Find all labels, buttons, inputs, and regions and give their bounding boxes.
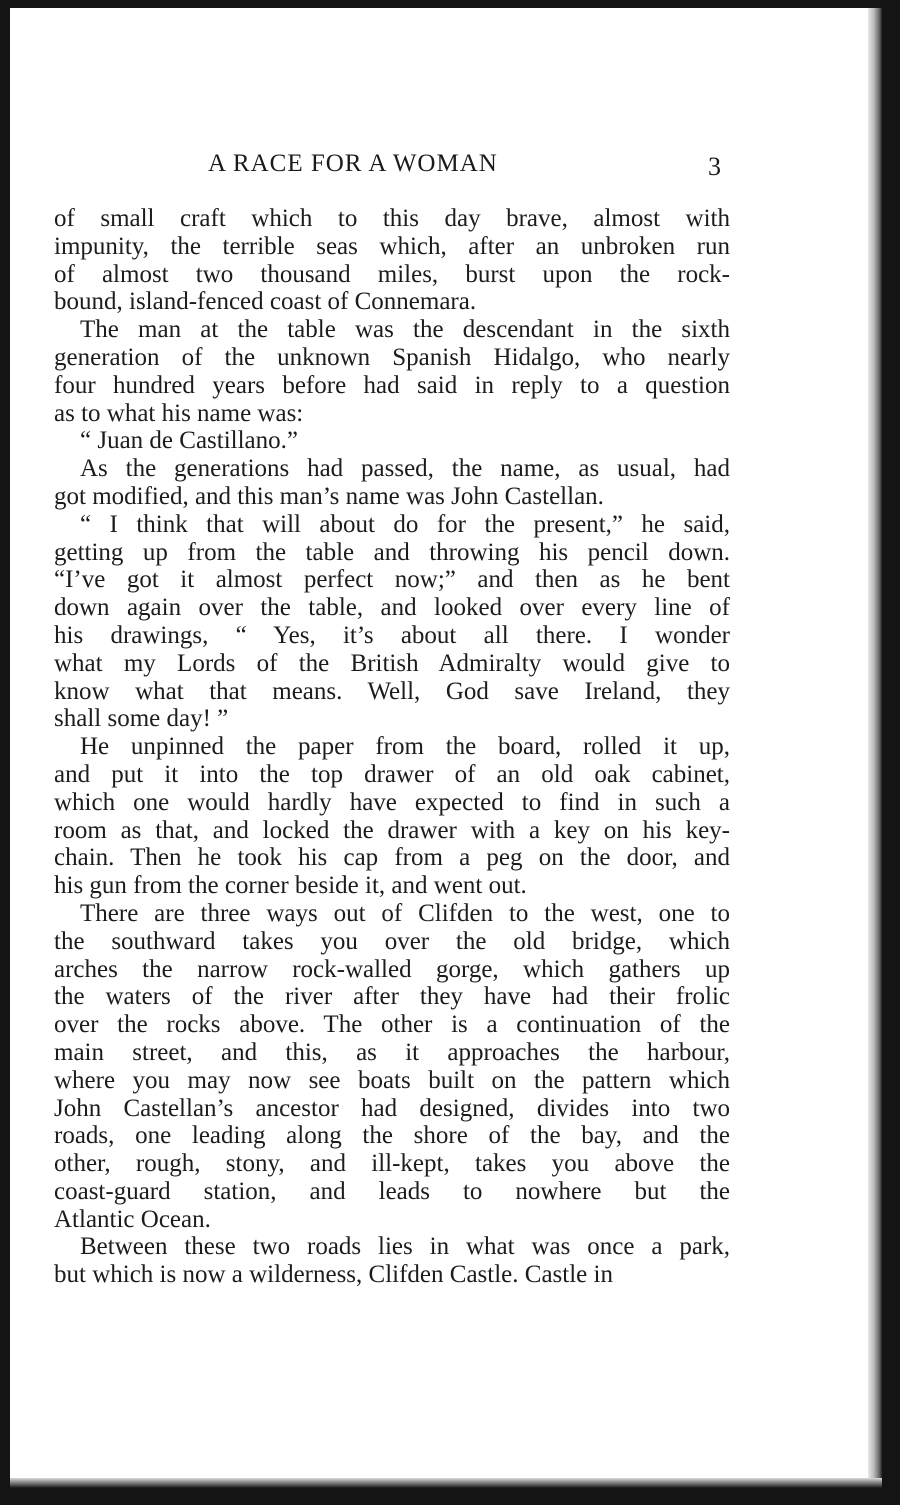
text-line: and put it into the top drawer of an old oak cabinet, bbox=[54, 760, 730, 788]
text-line: roads, one leading along the shore of the bay, and the bbox=[54, 1122, 730, 1150]
text-line: As the generations had passed, the name, as usual, had bbox=[80, 455, 730, 483]
paragraph bbox=[54, 455, 730, 511]
text-line: “ I think that will about do for the present,” he said, bbox=[80, 510, 730, 538]
text-line: room as that, and locked the drawer with a key on his key- bbox=[54, 816, 730, 844]
text-line: main street, and this, as it approaches the harbour, bbox=[54, 1038, 730, 1066]
text-line: Atlantic Ocean. bbox=[54, 1205, 211, 1233]
paragraph bbox=[54, 1233, 730, 1289]
text-line: other, rough, stony, and ill-kept, takes you above the bbox=[54, 1150, 730, 1178]
text-line: got modified, and this man’s name was John Castellan. bbox=[54, 482, 604, 510]
paragraph bbox=[54, 733, 730, 900]
text-line: what my Lords of the British Admiralty would give to bbox=[54, 649, 730, 677]
paragraph bbox=[54, 427, 730, 455]
body-text bbox=[54, 205, 730, 1289]
text-line: of small craft which to this day brave, almost with bbox=[54, 205, 730, 232]
text-line: John Castellan’s ancestor had designed, divides into two bbox=[54, 1094, 730, 1122]
page-number: 3 bbox=[708, 152, 721, 181]
text-line: coast-guard station, and leads to nowhere but the bbox=[54, 1177, 730, 1205]
text-line: generation of the unknown Spanish Hidalgo, who nearly bbox=[54, 343, 730, 371]
text-line: his gun from the corner beside it, and went out. bbox=[54, 872, 527, 900]
text-line: Between these two roads lies in what was once a park, bbox=[80, 1233, 730, 1261]
text-line: where you may now see boats built on the pattern which bbox=[54, 1066, 730, 1094]
text-line: over the rocks above. The other is a continuation of the bbox=[54, 1011, 730, 1039]
paragraph bbox=[54, 316, 730, 427]
running-head bbox=[10, 148, 868, 182]
text-line: There are three ways out of Clifden to the west, one to bbox=[80, 899, 730, 927]
text-line: the southward takes you over the old bridge, which bbox=[54, 927, 730, 955]
book-page bbox=[10, 8, 868, 1486]
text-line: four hundred years before had said in reply to a question bbox=[54, 371, 730, 399]
paragraph bbox=[54, 900, 730, 1234]
text-line: “ Juan de Castillano.” bbox=[80, 427, 298, 455]
text-line: shall some day! ” bbox=[54, 705, 229, 733]
page-edge-shadow-right bbox=[868, 8, 882, 1486]
text-line: arches the narrow rock-walled gorge, which gathers up bbox=[54, 955, 730, 983]
text-line: know what that means. Well, God save Ireland, they bbox=[54, 677, 730, 705]
page-edge-shadow-bottom bbox=[10, 1478, 882, 1488]
paragraph bbox=[54, 511, 730, 733]
text-line: “I’ve got it almost perfect now;” and then as he bent bbox=[54, 566, 730, 594]
paragraph bbox=[54, 205, 730, 316]
text-line: getting up from the table and throwing his pencil down. bbox=[54, 538, 730, 566]
text-line: down again over the table, and looked over every line of bbox=[54, 594, 730, 622]
text-line: the waters of the river after they have had their frolic bbox=[54, 983, 730, 1011]
text-line: his drawings, “ Yes, it’s about all there. I wonder bbox=[54, 621, 730, 649]
text-line: as to what his name was: bbox=[54, 399, 304, 427]
text-line: bound, island-fenced coast of Connemara. bbox=[54, 288, 477, 316]
text-line: The man at the table was the descendant in the sixth bbox=[80, 316, 730, 344]
running-head-title: A RACE FOR A WOMAN bbox=[208, 150, 498, 177]
text-line: which one would hardly have expected to find in such a bbox=[54, 788, 730, 816]
text-line: He unpinned the paper from the board, rolled it up, bbox=[80, 733, 730, 761]
text-line: impunity, the terrible seas which, after an unbroken run bbox=[54, 232, 730, 260]
text-line: but which is now a wilderness, Clifden Castle. Castle in bbox=[54, 1261, 613, 1289]
text-line: of almost two thousand miles, burst upon the rock- bbox=[54, 260, 730, 288]
text-line: chain. Then he took his cap from a peg on the door, and bbox=[54, 844, 730, 872]
